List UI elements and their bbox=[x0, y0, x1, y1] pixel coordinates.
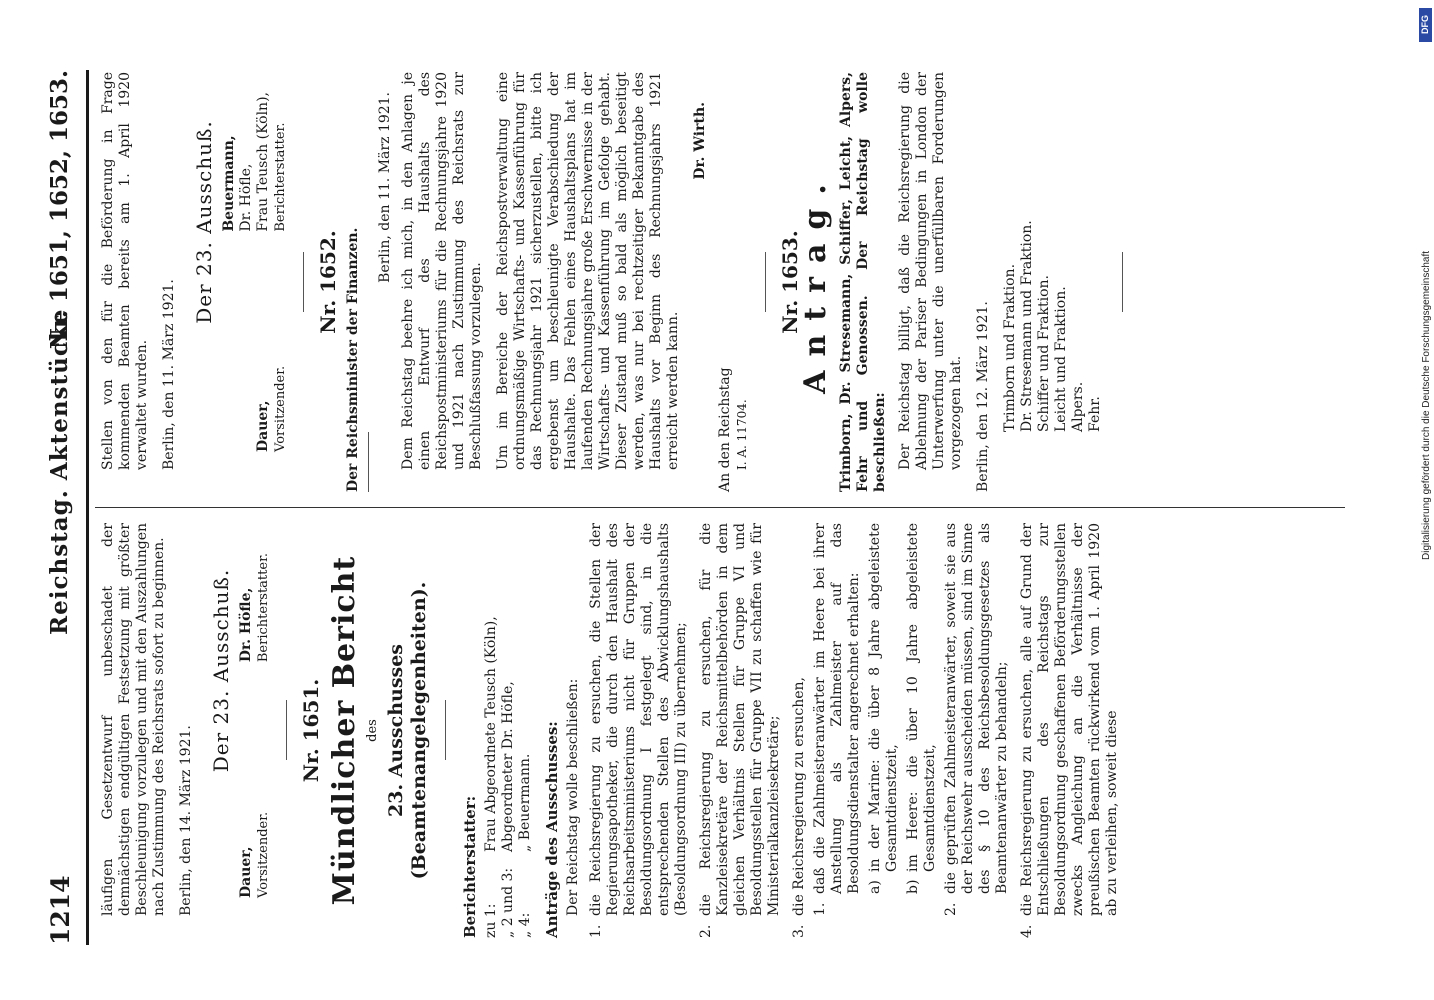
separator-rule bbox=[765, 252, 766, 312]
item-number: 1. bbox=[588, 924, 604, 938]
letter-paragraph: Dem Reichstag beehre ich mich, in den Anlagen je einen Entwurf des Haushalts des Reichspostministeriums für die Rechnungsjahre 1920 und 1921 nach Zustimmung des Reichsrats zur Beschlußfassung vorzulegen. bbox=[400, 72, 484, 470]
reporter-entry: Abgeordneter Dr. Höfle, bbox=[500, 681, 516, 852]
item-text: die Reichsregierung zu ersuchen, bbox=[791, 677, 807, 916]
document-number: Nr. 1652. bbox=[316, 230, 340, 334]
sublist-text: die geprüften Zahlmeisteranwärter, soweit sie aus der Reichswehr ausscheiden müssen, sind im Sinne des § 10 des Reichsbesoldungsgesetzes als Beamtenanwärter zu behandeln; bbox=[943, 523, 1010, 894]
sublist-number: a) bbox=[867, 880, 883, 894]
letter-paragraph: Um im Bereiche der Reichspostverwaltung eine ordnungsmäßige Wirtschafts- und Kassenführung für das Rechnungsjahr 1921 sicherzustellen, bitte ich ergebenst um beschleunigte Verabschiedung der Haushalte. Das Fehlen eines Haushaltsplans hat im laufenden Rechnungsjahre große Erschwernisse in der Wirtschafts- und Kassenführung im Gefolge gehabt. Dieser Zustand muß so bald als möglich beseitigt werden, was nur bei rechtzeitiger Bekanntgabe des Haushalts vor Beginn des Rechnungsjahrs 1921 erreicht werden kann. bbox=[495, 72, 681, 470]
running-title: Reichstag. Aktenstücke bbox=[46, 308, 73, 635]
separator-rule bbox=[303, 252, 304, 312]
chair-role: Vorsitzender. bbox=[256, 811, 271, 898]
reporter-label: „ 4: bbox=[517, 912, 533, 938]
chair-name: Dauer, bbox=[238, 846, 254, 898]
sublist-text: im Heere: die über 10 Jahre abgeleistete Gesamtdienstzeit, bbox=[905, 523, 938, 872]
date-line: Berlin, den 11. März 1921. bbox=[377, 92, 393, 283]
opening-paragraph: Stellen von den für die Beförderung in Frage kommenden Beamten bereits am 1. April 1920 verwaltet wurden. bbox=[100, 72, 150, 470]
motion-intro: Trimborn, Dr. Stresemann, Schiffer, Leicht, Alpers, Fehr und Genossen. Der Reichstag wolle beschließen: bbox=[838, 72, 888, 492]
document-title: Mündlicher Bericht bbox=[327, 555, 362, 906]
reporter-name: Dr. Höfle, bbox=[238, 163, 254, 232]
page-number: 1214 bbox=[46, 875, 75, 945]
opening-paragraph: läufigen Gesetzentwurf unbeschadet der demnächstigen endgültigen Festsetzung mit größter Beschleunigung vorzulegen und mit den Auszahlungen nach Zustimmung des Reichsrats sofort zu beginnen. bbox=[100, 523, 167, 916]
reporter-name: Dr. Höfle, bbox=[238, 587, 254, 663]
document-number: Nr. 1651. bbox=[299, 678, 323, 783]
signature-block bbox=[221, 72, 289, 492]
sublist-number: b) bbox=[905, 879, 921, 894]
reporter-name: Beuermann, bbox=[221, 135, 237, 232]
reporter-line bbox=[483, 523, 500, 938]
reporter-entry: „ Beuermann. bbox=[517, 753, 533, 852]
list-item bbox=[791, 523, 808, 938]
separator-rule bbox=[445, 701, 446, 761]
document-number: Nr. 1653. bbox=[778, 230, 802, 334]
column-divider bbox=[95, 507, 1345, 508]
item-text: die Reichsregierung zu ersuchen, alle auf Grund der Entschließungen des Reichstags zur Besoldungsordnung geschaffenen Beförderungsstellen zwecks Angleichung an die Verhältnisse der preußischen Beamten rückwirkend vom 1. April 1920 ab zu verleihen, soweit diese bbox=[1019, 523, 1120, 916]
item-text: die Reichsregierung zu ersuchen, die Stellen der Regierungsapotheker, die durch den Haushalt des Reichsarbeitsministeriums nicht für Gruppen der Besoldungsordnung I festgelegt sind, in die entsprechenden Stellen des Abwicklungshaushalts (Besoldungsordnung III) zu übernehmen; bbox=[588, 523, 689, 916]
motion-title: Antrag. bbox=[798, 170, 833, 394]
motion-text: Der Reichstag billigt, daß die Reichsregierung die Ablehnung der Pariser Bedingungen in London der Unterwerfung unter die unerfüllbaren Forderungen vorgezogen hat. bbox=[897, 72, 964, 470]
running-header bbox=[46, 70, 89, 945]
sublist-number: 2. bbox=[943, 902, 959, 916]
title-connector: des bbox=[365, 719, 380, 742]
item-number: 3. bbox=[791, 924, 807, 938]
letter-signer: Dr. Wirth. bbox=[692, 102, 708, 180]
sublist-item bbox=[905, 523, 939, 916]
dfg-logo: DFG bbox=[1419, 8, 1432, 42]
date-line: Berlin, den 11. März 1921. bbox=[161, 279, 177, 470]
committee-heading: Der 23. Ausschuß. bbox=[192, 120, 216, 324]
date-line: Berlin, den 14. März 1921. bbox=[178, 725, 194, 916]
signature-block bbox=[238, 523, 272, 938]
document-subtitle: 23. Ausschusses (Beamtenangelegenheiten). bbox=[385, 581, 430, 880]
left-column bbox=[100, 523, 1129, 938]
item-number: 2. bbox=[698, 924, 714, 938]
document-numbers: Nr. 1651, 1652, 1653. bbox=[46, 70, 73, 350]
reporter-role: Berichterstatter. bbox=[273, 122, 288, 232]
signer-entry: Alpers. bbox=[1070, 381, 1086, 432]
sublist-item bbox=[867, 523, 901, 916]
sublist-text: daß die Zahlmeisteranwärter im Heere bei ihrer Anstellung als Zahlmeister auf das Besoldungsdienstalter angerechnet erhalten: bbox=[812, 523, 862, 894]
sublist bbox=[812, 523, 1011, 938]
item-text: die Reichsregierung zu ersuchen, für die Kanzleisekretäre der Reichsmittelbehörden in dem gleichen Verhältnis Stellen für Gruppe VI und Besoldungsstellen für Gruppe VII zu schaffen wie für Ministerialkanzleisekretäre; bbox=[698, 523, 782, 916]
item-number: 4. bbox=[1019, 924, 1035, 938]
sublist-text: in der Marine: die über 8 Jahre abgeleistete Gesamtdienstzeit, bbox=[867, 523, 900, 872]
list-item bbox=[698, 523, 783, 938]
signer-entry: Dr. Stresemann und Fraktion. bbox=[1019, 220, 1035, 432]
reference-number: I. A. 11704. bbox=[735, 399, 749, 470]
sublist-number: 1. bbox=[812, 902, 828, 916]
sublist-item bbox=[943, 523, 1011, 916]
signer-list bbox=[1002, 72, 1104, 492]
reporter-line bbox=[500, 523, 517, 938]
motions-intro: Der Reichstag wolle beschließen: bbox=[565, 678, 581, 916]
right-column bbox=[100, 72, 1139, 492]
sublist-item bbox=[812, 523, 863, 916]
reporter-name: Frau Teusch (Köln), bbox=[255, 92, 271, 232]
separator-rule bbox=[368, 432, 369, 492]
committee-heading: Der 23. Ausschuß. bbox=[209, 568, 233, 773]
reporter-entry: Frau Abgeordnete Teusch (Köln), bbox=[483, 616, 499, 852]
signer-entry: Leicht und Fraktion. bbox=[1053, 286, 1069, 432]
signer-entry: Schiffer und Fraktion. bbox=[1036, 275, 1052, 432]
chair-role: Vorsitzender. bbox=[273, 365, 288, 452]
reporter-role: Berichterstatter. bbox=[256, 553, 271, 663]
date-line: Berlin, den 12. März 1921. bbox=[975, 301, 991, 492]
list-item bbox=[1019, 523, 1121, 938]
digitization-credit: Digitalisierung gefördert durch die Deutsche Forschungsgemeinschaft bbox=[1421, 250, 1432, 560]
signer-entry: Fehr. bbox=[1087, 396, 1103, 432]
separator-rule bbox=[1122, 252, 1123, 312]
addressee-line: An den Reichstag bbox=[717, 367, 733, 492]
reporter-line bbox=[517, 523, 534, 938]
motions-heading: Anträge des Ausschusses: bbox=[543, 721, 561, 938]
list-item bbox=[588, 523, 690, 938]
signer-entry: Trimborn und Fraktion. bbox=[1002, 263, 1018, 432]
reporter-label: „ 2 und 3: bbox=[500, 867, 516, 938]
reporter-label: zu 1: bbox=[483, 903, 499, 938]
sender-line: Der Reichsminister der Finanzen. bbox=[345, 227, 361, 492]
digitization-credit-strip bbox=[1414, 0, 1434, 1000]
chair-name: Dauer, bbox=[255, 400, 271, 452]
separator-rule bbox=[286, 701, 287, 761]
reporters-heading: Berichterstatter: bbox=[461, 795, 479, 938]
